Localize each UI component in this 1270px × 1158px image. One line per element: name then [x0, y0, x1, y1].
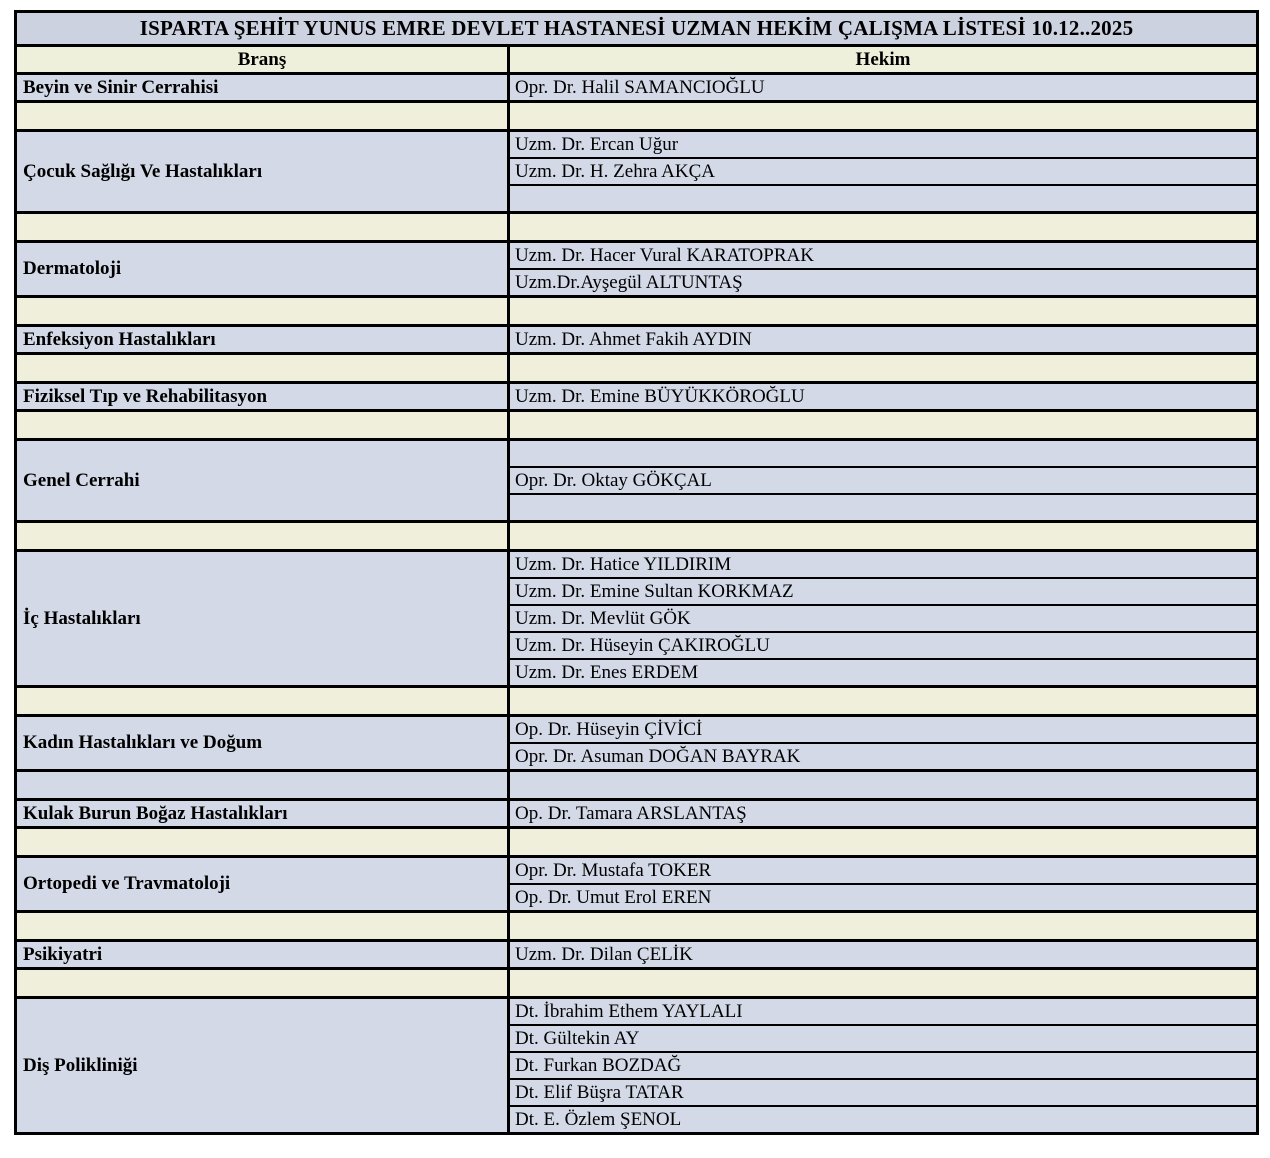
hekim-cell: Uzm.Dr.Ayşegül ALTUNTAŞ	[509, 269, 1258, 297]
separator-row	[16, 354, 1258, 383]
hekim-cell: Op. Dr. Tamara ARSLANTAŞ	[509, 800, 1258, 828]
section-kadin-hastaliklari	[16, 716, 1258, 771]
table-row	[16, 326, 1258, 354]
section-ortopedi	[16, 857, 1258, 912]
brans-cell: Fiziksel Tıp ve Rehabilitasyon	[16, 383, 509, 411]
hekim-cell: Uzm. Dr. H. Zehra AKÇA	[509, 158, 1258, 185]
separator-cell	[509, 297, 1258, 326]
separator-cell	[509, 354, 1258, 383]
separator-cell	[509, 411, 1258, 440]
hekim-cell: Opr. Dr. Asuman DOĞAN BAYRAK	[509, 743, 1258, 771]
separator-cell	[509, 687, 1258, 716]
hekim-cell: Uzm. Dr. Emine BÜYÜKKÖROĞLU	[509, 383, 1258, 411]
separator-cell	[509, 771, 1258, 800]
table-row	[16, 551, 1258, 579]
brans-cell: Çocuk Sağlığı Ve Hastalıkları	[16, 131, 509, 213]
separator-cell	[509, 828, 1258, 857]
hekim-cell: Uzm. Dr. Hüseyin ÇAKIROĞLU	[509, 632, 1258, 659]
brans-cell: Beyin ve Sinir Cerrahisi	[16, 74, 509, 102]
separator-cell	[509, 213, 1258, 242]
hekim-cell: Uzm. Dr. Enes ERDEM	[509, 659, 1258, 687]
hekim-cell: Uzm. Dr. Dilan ÇELİK	[509, 941, 1258, 969]
brans-cell: Ortopedi ve Travmatoloji	[16, 857, 509, 912]
separator-cell	[509, 102, 1258, 131]
table-row	[16, 800, 1258, 828]
column-header-hekim: Hekim	[509, 46, 1258, 74]
section-beyin-ve-sinir-cerrahisi	[16, 74, 1258, 102]
separator-row	[16, 213, 1258, 242]
separator-cell	[16, 912, 509, 941]
hekim-cell: Dt. İbrahim Ethem YAYLALI	[509, 998, 1258, 1026]
hekim-cell: Uzm. Dr. Ahmet Fakih AYDIN	[509, 326, 1258, 354]
separator-cell	[16, 687, 509, 716]
table-row	[16, 998, 1258, 1026]
hekim-cell: Uzm. Dr. Emine Sultan KORKMAZ	[509, 578, 1258, 605]
separator-cell	[16, 771, 509, 800]
separator-row	[16, 297, 1258, 326]
brans-cell: Psikiyatri	[16, 941, 509, 969]
brans-cell: Kadın Hastalıkları ve Doğum	[16, 716, 509, 771]
hekim-cell: Dt. E. Özlem ŞENOL	[509, 1106, 1258, 1134]
separator-cell	[509, 912, 1258, 941]
brans-cell: Kulak Burun Boğaz Hastalıkları	[16, 800, 509, 828]
separator-row	[16, 687, 1258, 716]
table-row	[16, 383, 1258, 411]
separator-cell	[16, 411, 509, 440]
brans-cell: İç Hastalıkları	[16, 551, 509, 687]
separator-cell	[16, 969, 509, 998]
page-title: ISPARTA ŞEHİT YUNUS EMRE DEVLET HASTANESİ UZMAN HEKİM ÇALIŞMA LİSTESİ 10.12..2025	[16, 12, 1258, 46]
separator-row	[16, 411, 1258, 440]
section-kulak-burun-bogaz	[16, 800, 1258, 828]
separator-cell	[509, 969, 1258, 998]
table-row	[16, 941, 1258, 969]
title-row	[16, 12, 1258, 46]
separator-row	[16, 912, 1258, 941]
brans-cell: Enfeksiyon Hastalıkları	[16, 326, 509, 354]
separator-row	[16, 828, 1258, 857]
hekim-cell: Op. Dr. Umut Erol EREN	[509, 884, 1258, 912]
hekim-cell: Opr. Dr. Halil SAMANCIOĞLU	[509, 74, 1258, 102]
separator-cell	[16, 213, 509, 242]
schedule-table	[14, 10, 1259, 1135]
separator-cell	[509, 522, 1258, 551]
section-fiziksel-tip	[16, 383, 1258, 411]
section-cocuk-sagligi	[16, 131, 1258, 213]
hekim-cell: Uzm. Dr. Hacer Vural KARATOPRAK	[509, 242, 1258, 270]
hekim-cell	[509, 494, 1258, 522]
hekim-cell: Uzm. Dr. Mevlüt GÖK	[509, 605, 1258, 632]
hekim-cell: Op. Dr. Hüseyin ÇİVİCİ	[509, 716, 1258, 744]
separator-cell	[16, 354, 509, 383]
section-dis-poliklinigi	[16, 998, 1258, 1134]
hekim-cell	[509, 440, 1258, 468]
separator-cell	[16, 102, 509, 131]
column-header-brans: Branş	[16, 46, 509, 74]
section-dermatoloji	[16, 242, 1258, 297]
hekim-cell: Uzm. Dr. Ercan Uğur	[509, 131, 1258, 159]
section-psikiyatri	[16, 941, 1258, 969]
table-row	[16, 716, 1258, 744]
section-enfeksiyon	[16, 326, 1258, 354]
separator-row	[16, 969, 1258, 998]
hekim-cell: Dt. Gültekin AY	[509, 1025, 1258, 1052]
separator-cell	[16, 297, 509, 326]
hekim-cell: Dt. Elif Büşra TATAR	[509, 1079, 1258, 1106]
section-genel-cerrahi	[16, 440, 1258, 522]
table-row	[16, 74, 1258, 102]
brans-cell: Genel Cerrahi	[16, 440, 509, 522]
column-header-row	[16, 46, 1258, 74]
hekim-cell: Dt. Furkan BOZDAĞ	[509, 1052, 1258, 1079]
table-row	[16, 857, 1258, 885]
brans-cell: Diş Polikliniği	[16, 998, 509, 1134]
separator-cell	[16, 522, 509, 551]
brans-cell: Dermatoloji	[16, 242, 509, 297]
hekim-cell: Opr. Dr. Oktay GÖKÇAL	[509, 467, 1258, 494]
hekim-cell: Uzm. Dr. Hatice YILDIRIM	[509, 551, 1258, 579]
table-row	[16, 131, 1258, 159]
hekim-cell: Opr. Dr. Mustafa TOKER	[509, 857, 1258, 885]
separator-row-blue	[16, 771, 1258, 800]
table-row	[16, 440, 1258, 468]
table-row	[16, 242, 1258, 270]
separator-cell	[16, 828, 509, 857]
separator-row	[16, 102, 1258, 131]
hekim-cell	[509, 185, 1258, 213]
section-ic-hastaliklari	[16, 551, 1258, 687]
separator-row	[16, 522, 1258, 551]
